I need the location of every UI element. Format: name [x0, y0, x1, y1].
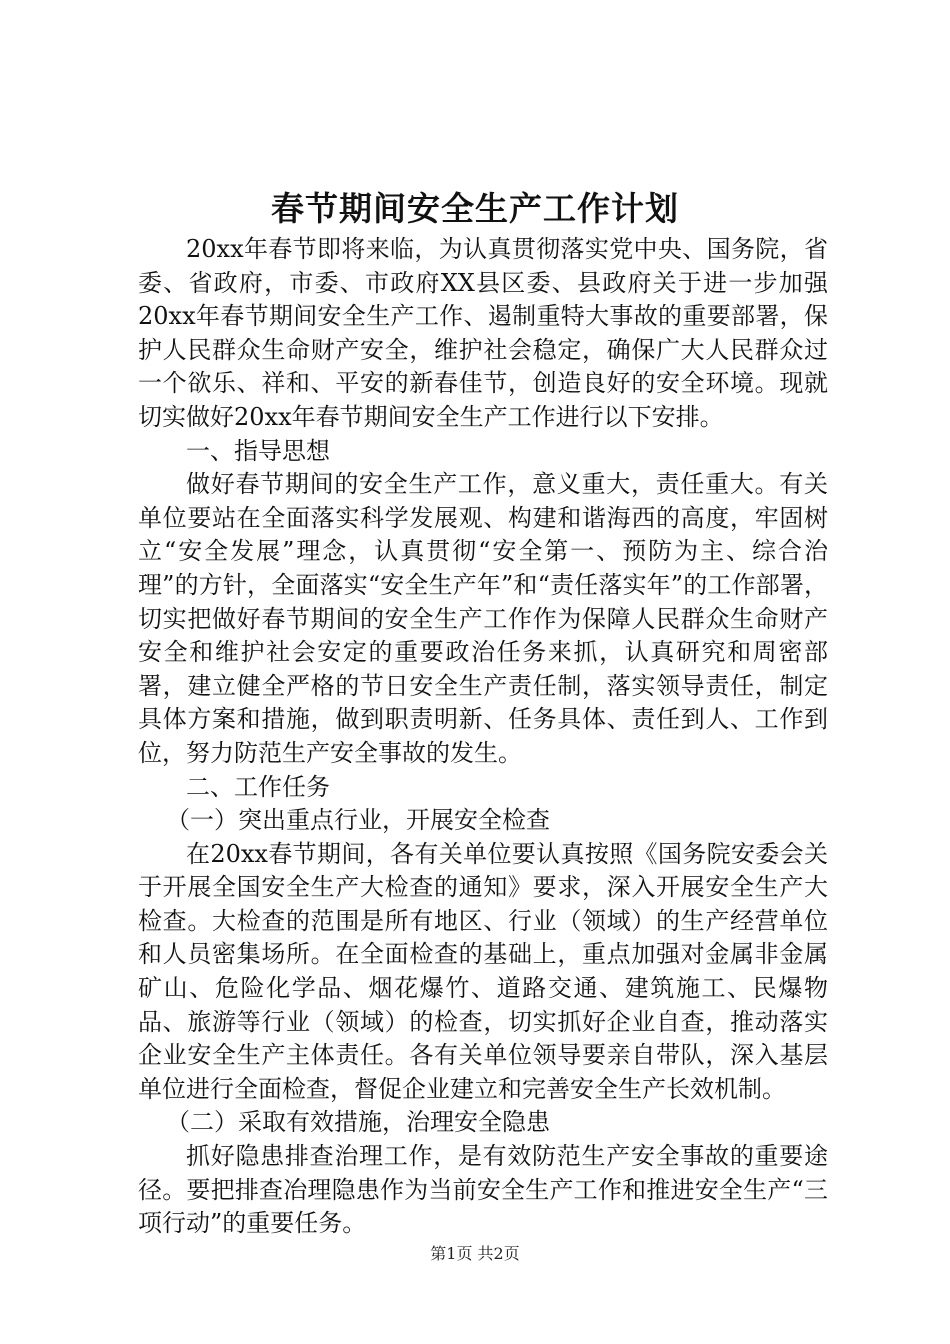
guiding-thought-paragraph: 做好春节期间的安全生产工作，意义重大，责任重大。有关单位要站在全面落实科学发展观、构建和谐海西的高度，牢固树立“安全发展”理念，认真贯彻“安全第一、预防为主、综合治理”的方针，全面落实“安全生产年”和“责任落实年”的工作部署，切实把做好春节期间的安全生产工作作为保障人民群众生命财产安全和维护社会安定的重要政治任务来抓，认真研究和周密部署，建立健全严格的节日安全生产责任制，落实领导责任，制定具体方案和措施，做到职责明新、任务具体、责任到人、工作到位，努力防范生产安全事故的发生。	[138, 470, 828, 767]
section-heading-guiding-thought: 一、指导思想	[186, 436, 330, 465]
subsection-heading-hazards: （二）采取有效措施，治理安全隐患	[166, 1108, 550, 1137]
subsection-heading-inspection: （一）突出重点行业，开展安全检查	[166, 806, 550, 835]
intro-paragraph: 20xx年春节即将来临，为认真贯彻落实党中央、国务院，省委、省政府，市委、市政府XX县区委、县政府关于进一步加强20xx年春节期间安全生产工作、遏制重特大事故的重要部署，保护人民群众生命财产安全，维护社会稳定，确保广大人民群众过一个欲乐、祥和、平安的新春佳节，创造良好的安全环境。现就切实做好20xx年春节期间安全生产工作进行以下安排。	[138, 235, 828, 431]
document-body	[138, 233, 828, 1241]
page-number-footer: 第1页 共2页	[430, 1244, 520, 1263]
document-title: 春节期间安全生产工作计划	[271, 189, 679, 228]
inspection-paragraph: 在20xx春节期间，各有关单位要认真按照《国务院安委会关于开展全国安全生产大检查的通知》要求，深入开展安全生产大检查。大检查的范围是所有地区、行业（领域）的生产经营单位和人员密集场所。在全面检查的基础上，重点加强对金属非金属矿山、危险化学品、烟花爆竹、道路交通、建筑施工、民爆物品、旅游等行业（领域）的检查，切实抓好企业自查，推动落实企业安全生产主体责任。各有关单位领导要亲自带队，深入基层单位进行全面检查，督促企业建立和完善安全生产长效机制。	[138, 839, 828, 1103]
hazards-paragraph: 抓好隐患排查治理工作，是有效防范生产安全事故的重要途径。要把排查冶理隐患作为当前安全生产工作和推进安全生产“三项行动”的重要任务。	[138, 1142, 828, 1238]
section-heading-tasks: 二、工作任务	[186, 772, 330, 801]
